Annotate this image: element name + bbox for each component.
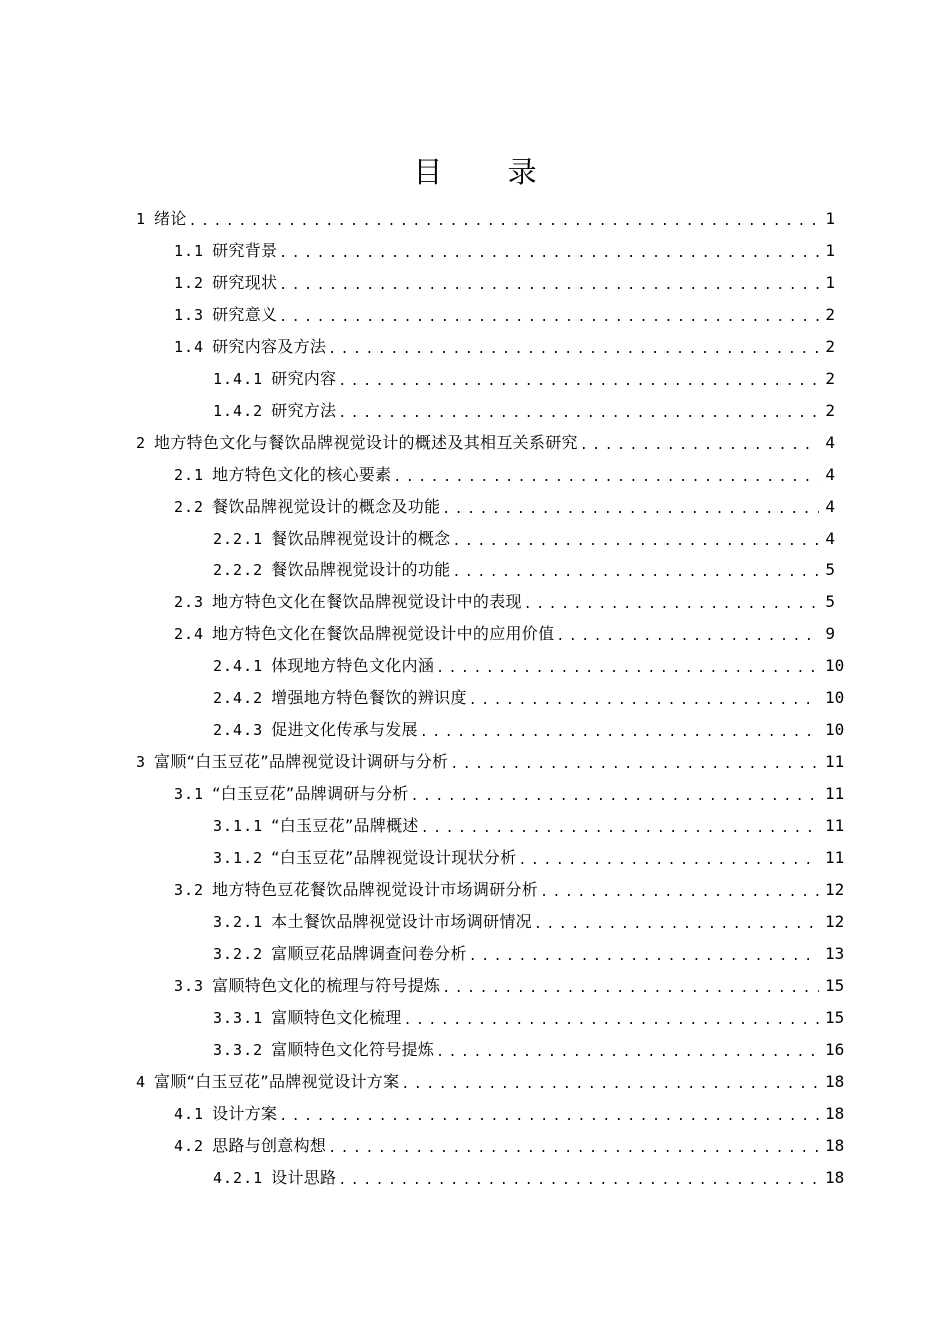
- toc-entry-title: 地方特色文化与餐饮品牌视觉设计的概述及其相互关系研究: [154, 432, 578, 452]
- toc-entry-page-number: 10: [825, 720, 845, 740]
- toc-entry-number: 1.4.1: [213, 369, 264, 388]
- toc-entry-title: 富顺“白玉豆花”品牌视觉设计调研与分析: [154, 752, 449, 772]
- toc-entry[interactable]: [213, 554, 835, 586]
- toc-entry-number: 2.2.2: [213, 561, 264, 580]
- toc-entry-title: 地方特色豆花餐饮品牌视觉设计市场调研分析: [212, 879, 539, 899]
- toc-entry-page-number: 18: [825, 1071, 845, 1091]
- toc-entry-title: 增强地方特色餐饮的辨识度: [271, 688, 467, 708]
- toc-entry-title: 研究方法: [271, 400, 337, 420]
- toc-entry-number: 4: [136, 1072, 147, 1091]
- toc-entry-number: 1.1: [174, 241, 205, 260]
- toc-entry-page-number: 11: [825, 816, 845, 836]
- toc-entry[interactable]: [174, 1098, 845, 1130]
- toc-dot-leader: [452, 526, 819, 558]
- toc-entry[interactable]: [213, 682, 845, 714]
- toc-entry[interactable]: [213, 938, 845, 970]
- page-title: 目 录: [413, 155, 565, 189]
- toc-entry[interactable]: [174, 299, 835, 331]
- toc-entry-title: 餐饮品牌视觉设计的功能: [271, 560, 451, 580]
- toc-entry-title: 体现地方特色文化内涵: [271, 656, 435, 676]
- toc-entry[interactable]: [213, 363, 835, 395]
- toc-dot-leader: [393, 462, 819, 494]
- toc-entry[interactable]: [136, 1066, 845, 1098]
- toc-entry[interactable]: [174, 778, 845, 810]
- toc-entry[interactable]: [136, 203, 835, 235]
- toc-entry-page-number: 11: [825, 848, 845, 867]
- toc-entry-number: 1: [136, 210, 147, 228]
- toc-entry-number: 3.2.1: [213, 912, 264, 931]
- toc-entry-title: 富顺特色文化符号提炼: [271, 1039, 435, 1059]
- toc-entry-title: 地方特色文化在餐饮品牌视觉设计中的表现: [212, 592, 522, 612]
- toc-entry-page-number: 11: [825, 752, 845, 772]
- toc-entry-page-number: 9: [825, 624, 835, 644]
- toc-dot-leader: [450, 749, 819, 781]
- toc-entry[interactable]: [136, 746, 845, 778]
- toc-dot-leader: [580, 430, 819, 462]
- toc-entry-number: 1.3: [174, 305, 205, 324]
- toc-entry-page-number: 2: [825, 336, 835, 356]
- toc-entry-title: 思路与创意构想: [212, 1135, 327, 1155]
- toc-entry-page-number: 2: [825, 368, 835, 388]
- toc-dot-leader: [556, 621, 819, 653]
- toc-entry-number: 2.4: [174, 625, 205, 644]
- toc-entry-page-number: 4: [825, 432, 835, 452]
- toc-entry-number: 3.2: [174, 880, 205, 899]
- toc-entry-title: 研究意义: [212, 304, 278, 324]
- toc-entry-number: 2: [136, 433, 147, 452]
- toc-entry[interactable]: [174, 459, 835, 491]
- toc-entry-title: “白玉豆花”品牌调研与分析: [212, 784, 409, 804]
- toc-entry-title: 研究内容: [271, 368, 337, 388]
- toc-dot-leader: [524, 589, 819, 621]
- toc-entry-page-number: 1: [825, 240, 835, 260]
- toc-entry-title: 绪论: [154, 209, 187, 228]
- toc-entry-number: 2.4.2: [213, 689, 264, 708]
- toc-entry-title: “白玉豆花”品牌概述: [271, 816, 419, 836]
- toc-dot-leader: [279, 302, 819, 334]
- toc-entry-title: 设计方案: [212, 1103, 278, 1123]
- toc-dot-leader: [279, 270, 819, 302]
- toc-entry-page-number: 5: [825, 560, 835, 580]
- toc-entry-number: 3: [136, 753, 147, 772]
- toc-entry-title: 地方特色文化的核心要素: [212, 464, 392, 484]
- toc-dot-leader: [540, 877, 819, 909]
- toc-entry[interactable]: [136, 427, 835, 459]
- toc-entry-page-number: 2: [825, 400, 835, 420]
- toc-entry-title: 研究内容及方法: [212, 336, 327, 356]
- toc-entry[interactable]: [174, 874, 845, 906]
- toc-entry-page-number: 12: [825, 879, 845, 899]
- toc-entry[interactable]: [213, 523, 835, 555]
- toc-entry[interactable]: [213, 906, 845, 938]
- toc-entry-page-number: 2: [825, 304, 835, 324]
- toc-entry[interactable]: [174, 235, 835, 267]
- toc-entry-page-number: 18: [825, 1135, 845, 1155]
- toc-entry[interactable]: [213, 810, 845, 842]
- toc-entry-title: 研究现状: [212, 272, 278, 292]
- toc-entry-number: 4.2: [174, 1136, 205, 1155]
- toc-dot-leader: [452, 557, 819, 589]
- toc-entry-title: 地方特色文化在餐饮品牌视觉设计中的应用价值: [212, 624, 555, 644]
- toc-entry-number: 2.2.1: [213, 529, 264, 548]
- toc-entry-title: 设计思路: [271, 1167, 337, 1187]
- toc-entry-page-number: 10: [825, 688, 845, 708]
- toc-entry-page-number: 10: [825, 656, 845, 676]
- toc-entry[interactable]: [174, 331, 835, 363]
- toc-dot-leader: [411, 781, 819, 813]
- toc-entry-title: 餐饮品牌视觉设计的概念及功能: [212, 496, 441, 516]
- toc-entry[interactable]: [213, 1002, 845, 1034]
- toc-entry-page-number: 12: [825, 911, 845, 931]
- toc-dot-leader: [338, 366, 819, 398]
- toc-dot-leader: [469, 685, 819, 717]
- toc-entry-number: 4.2.1: [213, 1168, 264, 1187]
- toc-entry-page-number: 15: [825, 975, 845, 995]
- toc-entry-page-number: 13: [825, 943, 845, 963]
- toc-entry-number: 2.2: [174, 497, 205, 516]
- toc-entry-page-number: 4: [825, 496, 835, 516]
- toc-dot-leader: [534, 909, 819, 941]
- toc-entry[interactable]: [213, 650, 845, 682]
- toc-entry-title: 餐饮品牌视觉设计的概念: [271, 528, 451, 548]
- toc-entry-number: 2.3: [174, 593, 205, 612]
- toc-entry-number: 1.4.2: [213, 401, 264, 420]
- toc-entry-number: 1.2: [174, 273, 205, 292]
- toc-entry-number: 3.2.2: [213, 944, 264, 963]
- toc-dot-leader: [279, 1101, 819, 1133]
- toc-entry-page-number: 4: [825, 464, 835, 484]
- toc-entry-title: 促进文化传承与发展: [271, 720, 418, 740]
- toc-entry-title: “白玉豆花”品牌视觉设计现状分析: [271, 848, 517, 867]
- toc-entry-page-number: 16: [825, 1039, 845, 1059]
- toc-dot-leader: [420, 717, 819, 749]
- toc-dot-leader: [442, 973, 819, 1005]
- toc-entry[interactable]: [213, 714, 845, 746]
- toc-entry[interactable]: [174, 491, 835, 523]
- toc-entry-number: 1.4: [174, 337, 205, 356]
- toc-entry-number: 3.1: [174, 785, 205, 804]
- toc-entry[interactable]: [213, 1162, 845, 1194]
- toc-dot-leader: [338, 1165, 819, 1197]
- toc-dot-leader: [469, 941, 819, 973]
- toc-entry-number: 2.1: [174, 465, 205, 484]
- toc-entry[interactable]: [174, 618, 835, 650]
- toc-entry[interactable]: [174, 267, 835, 299]
- toc-dot-leader: [442, 494, 819, 526]
- toc-entry-page-number: 5: [825, 592, 835, 612]
- toc-dot-leader: [436, 1037, 819, 1069]
- toc-dot-leader: [436, 653, 819, 685]
- toc-entry[interactable]: [213, 842, 845, 874]
- toc-entry-page-number: 4: [825, 528, 835, 548]
- toc-entry-title: 富顺特色文化的梳理与符号提炼: [212, 975, 441, 995]
- toc-entry-page-number: 1: [825, 209, 835, 228]
- toc-dot-leader: [401, 1069, 819, 1101]
- toc-dot-leader: [328, 334, 819, 366]
- toc-entry-number: 2.4.1: [213, 657, 264, 676]
- toc-entry-title: 富顺豆花品牌调查问卷分析: [271, 943, 467, 963]
- toc-entry-page-number: 15: [825, 1007, 845, 1027]
- toc-entry[interactable]: [174, 1130, 845, 1162]
- toc-dot-leader: [519, 845, 819, 877]
- toc-entry-number: 3.3.2: [213, 1040, 264, 1059]
- toc-dot-leader: [189, 206, 819, 238]
- toc-entry[interactable]: [213, 395, 835, 427]
- toc-entry-page-number: 1: [825, 272, 835, 292]
- toc-entry-number: 3.1.1: [213, 817, 264, 836]
- toc-entry-number: 3.3: [174, 976, 205, 995]
- toc-dot-leader: [404, 1005, 819, 1037]
- toc-entry-title: 富顺“白玉豆花”品牌视觉设计方案: [154, 1071, 400, 1091]
- toc-dot-leader: [328, 1133, 819, 1165]
- toc-entry-number: 2.4.3: [213, 721, 264, 740]
- toc-entry-page-number: 11: [825, 784, 845, 804]
- toc-dot-leader: [421, 813, 819, 845]
- toc-entry[interactable]: [174, 586, 835, 618]
- toc-entry-title: 研究背景: [212, 240, 278, 260]
- toc-entry-title: 富顺特色文化梳理: [271, 1007, 402, 1027]
- toc-entry-number: 3.3.1: [213, 1008, 264, 1027]
- toc-entry-title: 本土餐饮品牌视觉设计市场调研情况: [271, 911, 532, 931]
- toc-entry-page-number: 18: [825, 1103, 845, 1123]
- toc-entry-number: 4.1: [174, 1104, 205, 1123]
- toc-dot-leader: [279, 238, 819, 270]
- toc-dot-leader: [338, 398, 819, 430]
- toc-entry-page-number: 18: [825, 1167, 845, 1187]
- toc-entry[interactable]: [213, 1034, 845, 1066]
- toc-entry-number: 3.1.2: [213, 849, 264, 867]
- toc-entry[interactable]: [174, 970, 845, 1002]
